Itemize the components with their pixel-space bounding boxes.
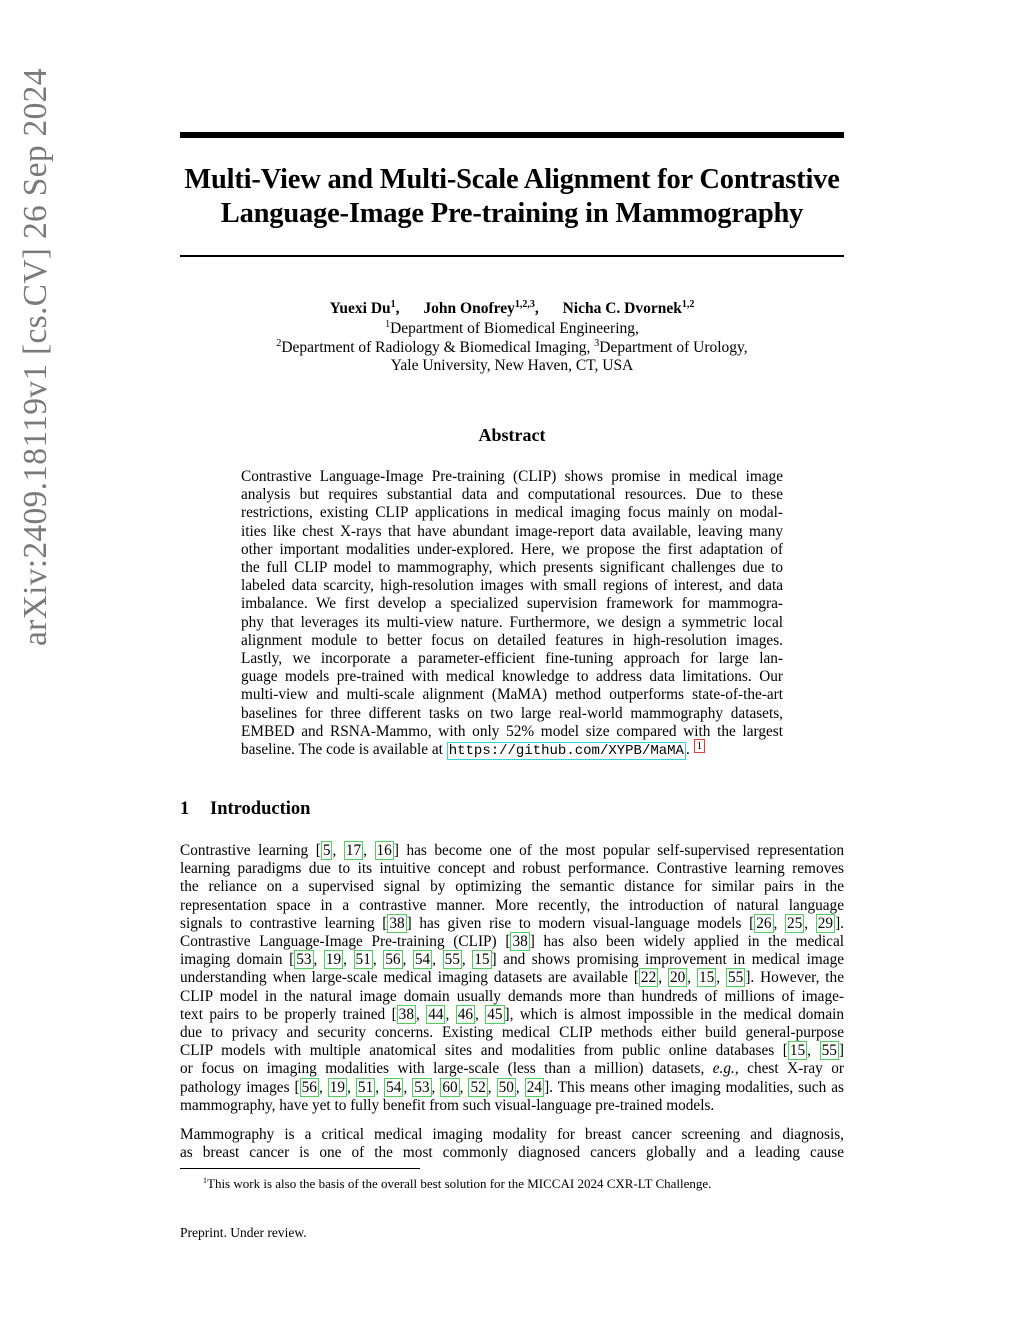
abstract-heading: Abstract <box>478 425 546 445</box>
paragraph-text: , <box>415 1005 427 1023</box>
abstract-line: labeled data scarcity, high-resolution images with small regions of interest, and data <box>241 577 783 595</box>
paragraph-text: ] has given rise to modern visual-language models [ <box>406 914 755 932</box>
paragraph-text: ] has become one of the most popular self-supervised representation <box>393 842 844 859</box>
abstract-line: multi-view and multi-scale alignment (MaMA) method outperforms state-of-the-art <box>241 686 783 704</box>
abstract-body <box>241 468 783 760</box>
citation-link[interactable]: 55 <box>821 1042 837 1060</box>
paragraph-text: , <box>475 1005 486 1023</box>
paragraph-line <box>180 951 844 969</box>
affiliations <box>150 320 874 376</box>
citation-link[interactable]: 29 <box>817 914 834 932</box>
citation-link[interactable]: 55 <box>444 951 460 969</box>
paragraph-text: mammography, have yet to fully benefit from such visual-language pre-trained models. <box>180 1096 715 1114</box>
affil-sup: 3 <box>594 337 600 349</box>
paragraph-line <box>180 842 844 860</box>
code-url-link[interactable]: https://github.com/XYPB/MaMA <box>448 743 684 760</box>
paragraph-line <box>180 1006 844 1024</box>
paragraph-text: , <box>687 969 697 987</box>
citation-link[interactable]: 17 <box>345 842 362 859</box>
paper-title <box>150 163 874 231</box>
paragraph-text: signals to contrastive learning [ <box>180 914 388 932</box>
abstract-line: restrictions, existing CLIP applications in medical imaging focus mainly on modal- <box>241 504 783 522</box>
citation-link[interactable]: 54 <box>414 951 431 969</box>
paragraph-text: ], which is almost impossible in the medical domain <box>504 1005 845 1023</box>
abstract-line: baselines for three different tasks on two large real-world mammography datasets, <box>241 704 783 722</box>
citation-link[interactable]: 53 <box>296 951 312 969</box>
paragraph-line <box>180 1126 844 1144</box>
paragraph-text: , <box>318 1078 328 1096</box>
paragraph-text: or focus on imaging modalities with large-scale (less than a million) datasets, <box>180 1060 713 1078</box>
paragraph-text: ] and shows promising improvement in medical image <box>491 951 845 969</box>
author-list <box>150 299 874 319</box>
paragraph-text: , <box>347 1078 356 1096</box>
citation-link[interactable]: 53 <box>414 1078 430 1096</box>
paragraph-line <box>180 915 844 933</box>
abstract-text: . <box>685 741 690 759</box>
paragraph-text: , <box>372 951 384 969</box>
paragraph-text: , <box>403 1078 413 1096</box>
intro-paragraph-1 <box>180 842 844 1115</box>
paragraph-text: ] has also been widely applied in the medical <box>529 933 844 951</box>
footnote <box>203 1176 711 1192</box>
abstract-line: imbalance. We first develop a specialized supervision framework for mammogra- <box>241 595 783 613</box>
citation-link[interactable]: 46 <box>457 1005 473 1023</box>
footnote-text: This work is also the basis of the overall best solution for the MICCAI 2024 CXR-LT Challenge. <box>207 1176 712 1191</box>
section-heading <box>180 799 310 820</box>
paragraph-text: , <box>375 1078 385 1096</box>
abstract-line: other important modalities under-explored. Here, we propose the first adaptation of <box>241 540 783 558</box>
citation-link[interactable]: 16 <box>376 842 392 859</box>
author-affil-sup: 1,2,3 <box>514 299 535 310</box>
abstract-last-line <box>241 741 783 760</box>
title-top-rule <box>180 132 844 138</box>
citation-link[interactable]: 15 <box>789 1042 806 1060</box>
paragraph-text: ]. <box>835 914 844 932</box>
affil-sup: 2 <box>276 337 282 349</box>
citation-link[interactable]: 51 <box>355 951 371 969</box>
paragraph-text: , <box>432 951 443 969</box>
paragraph-text: , <box>431 1078 441 1096</box>
affil-sup: 1 <box>385 319 391 330</box>
paragraph-line <box>180 1144 844 1162</box>
citation-link[interactable]: 38 <box>512 933 528 951</box>
author-2: John Onofrey$^{1,2,3}$, <box>423 299 539 317</box>
abstract-line: Lastly, we incorporate a parameter-efficient fine-tuning approach for large lan- <box>241 650 783 668</box>
paragraph-text: , <box>461 951 473 969</box>
abstract-text: baseline. The code is available at <box>241 741 447 759</box>
citation-link[interactable]: 24 <box>526 1078 543 1096</box>
paragraph-text: Contrastive Language-Image Pre-training (CLIP) [ <box>180 933 511 951</box>
citation-link[interactable]: 52 <box>470 1078 486 1096</box>
citation-link[interactable]: 19 <box>329 1078 346 1096</box>
paragraph-text: ]. However, the <box>745 969 844 987</box>
citation-link[interactable]: 19 <box>325 951 342 969</box>
affil-text: Department of Radiology & Biomedical Imaging, <box>281 338 595 356</box>
citation-link[interactable]: 22 <box>640 969 657 987</box>
abstract-line: alignment module to better focus on detailed features in high-resolution images. <box>241 631 783 649</box>
paragraph-text: , <box>807 1042 820 1060</box>
paragraph-text: Contrastive learning [ <box>180 842 321 859</box>
paragraph-line <box>180 933 844 951</box>
paragraph-text: , chest X-ray or <box>734 1060 844 1078</box>
abstract-line: phy that leverages its multi-view nature. Furthermore, we design a symmetric local <box>241 613 783 631</box>
abstract-line: Contrastive Language-Image Pre-training (CLIP) shows promise in medical image <box>241 468 783 485</box>
paragraph-line <box>180 1042 844 1060</box>
intro-paragraph-2 <box>180 1126 844 1162</box>
paragraph-line <box>180 1079 844 1097</box>
citation-link[interactable]: 5 <box>322 842 331 859</box>
citation-link[interactable]: 38 <box>398 1005 414 1023</box>
author-1: Yuexi Du$^1$, <box>329 299 400 317</box>
paragraph-text: ]. This means other imaging modalities, such as <box>544 1078 844 1096</box>
citation-link[interactable]: 56 <box>301 1078 317 1096</box>
paragraph-text: pathology images [ <box>180 1078 300 1096</box>
title-line-2: Language-Image Pre-training in Mammography <box>220 198 804 229</box>
affiliation-line-1 <box>150 320 874 339</box>
paragraph-text: , <box>402 951 413 969</box>
paragraph-text: the reliance on a supervised signal by optimizing the semantic distance for similar pairs in the <box>180 878 844 896</box>
paragraph-text: , <box>773 914 785 932</box>
citation-link[interactable]: 38 <box>389 914 405 932</box>
footnote-rule <box>180 1168 420 1169</box>
paragraph-text: , <box>445 1005 456 1023</box>
paragraph-text: , <box>658 969 668 987</box>
footnote-sup: 1 <box>203 1176 207 1185</box>
paragraph-text: text pairs to be properly trained [ <box>180 1005 397 1023</box>
paragraph-line <box>180 860 844 878</box>
paragraph-text: learning paradigms due to its intuitive concept and robust performance. Contrastive learning removes <box>180 860 844 878</box>
author-affil-sup: 1 <box>390 299 396 310</box>
paragraph-text: , <box>459 1078 469 1096</box>
affiliation-line-2 <box>150 339 874 358</box>
paragraph-text: , <box>716 969 727 987</box>
paragraph-line <box>180 1060 844 1078</box>
citation-link[interactable]: 20 <box>669 969 686 987</box>
section-number: 1 <box>180 799 190 819</box>
paragraph-text: e.g. <box>712 1060 735 1078</box>
paragraph-line <box>180 988 844 1006</box>
title-line-1: Multi-View and Multi-Scale Alignment for Contrastive <box>184 164 840 195</box>
paragraph-text: , <box>332 842 344 859</box>
citation-link[interactable]: 26 <box>756 914 772 932</box>
abstract-line: guage models pre-trained with medical knowledge to address data limitations. Our <box>241 668 783 686</box>
citation-link[interactable]: 44 <box>428 1005 444 1023</box>
title-bottom-rule <box>180 255 844 257</box>
citation-link[interactable]: 54 <box>386 1078 402 1096</box>
paragraph-text: Mammography is a critical medical imaging modality for breast cancer screening and diagnosis, <box>180 1126 844 1143</box>
abstract-line: analysis but requires substantial data and computational resources. Due to these <box>241 486 783 504</box>
paragraph-line <box>180 878 844 896</box>
citation-link[interactable]: 60 <box>442 1078 458 1096</box>
arxiv-stamp: arXiv:2409.18119v1 [cs.CV] 26 Sep 2024 <box>17 68 54 646</box>
abstract-lines <box>241 468 783 741</box>
author-name: Nicha C. Dvornek <box>562 300 682 317</box>
paragraph-text: as breast cancer is one of the most commonly diagnosed cancers globally and a leading cause <box>180 1144 844 1162</box>
author-3 <box>563 300 695 317</box>
citation-link[interactable]: 15 <box>474 951 490 969</box>
citation-link[interactable]: 50 <box>498 1078 514 1096</box>
paragraph-line <box>180 897 844 915</box>
paragraph-text: , <box>487 1078 497 1096</box>
paragraph-text: imaging domain [ <box>180 951 295 969</box>
author-name: Yuexi Du <box>329 300 391 317</box>
paragraph-text: CLIP models with multiple anatomical sites and modalities from public online databases [ <box>180 1042 788 1060</box>
section-title: Introduction <box>210 799 311 819</box>
paragraph-text: , <box>343 951 354 969</box>
paragraph-line <box>180 1024 844 1042</box>
paragraph-text: , <box>804 914 816 932</box>
author-name: John Onofrey <box>423 300 515 317</box>
paragraph-text: CLIP model in the natural image domain usually demands more than hundreds of millions of image- <box>180 987 844 1005</box>
paragraph-text: ] <box>838 1042 844 1060</box>
citation-link[interactable]: 25 <box>787 914 803 932</box>
paragraph-text: , <box>313 951 324 969</box>
paragraph-text: due to privacy and security concerns. Existing medical CLIP methods either build general-purpose <box>180 1024 844 1042</box>
citation-link[interactable]: 45 <box>487 1005 503 1023</box>
abstract-line: the full CLIP model to mammography, which presents significant challenges due to <box>241 559 783 577</box>
paragraph-text: understanding when large-scale medical imaging datasets are available [ <box>180 969 639 987</box>
affil-text: Department of Urology, <box>599 338 748 356</box>
citation-link[interactable]: 15 <box>698 969 715 987</box>
citation-link[interactable]: 55 <box>728 969 744 987</box>
paragraph-text: , <box>363 842 375 859</box>
abstract-line: EMBED and RSNA-Mammo, with only 52% model size compared with the largest <box>241 722 783 740</box>
paragraph-line <box>180 1097 844 1115</box>
author-affil-sup: 1,2 <box>681 299 695 310</box>
preprint-notice: Preprint. Under review. <box>180 1225 307 1240</box>
affiliation-line-3: Yale University, New Haven, CT, USA <box>390 357 634 374</box>
affil-text: Department of Biomedical Engineering, <box>390 320 639 337</box>
abstract-line: ities like chest X-rays that have abundant image-report data available, leaving many <box>241 522 783 540</box>
citation-link[interactable]: 56 <box>385 951 401 969</box>
citation-link[interactable]: 51 <box>357 1078 374 1096</box>
footnote-marker-link[interactable]: 1 <box>694 739 706 753</box>
paragraph-text: , <box>515 1078 525 1096</box>
paragraph-line <box>180 969 844 987</box>
paragraph-text: representation space in a contrastive manner. More recently, the introduction of natural language <box>180 896 844 914</box>
